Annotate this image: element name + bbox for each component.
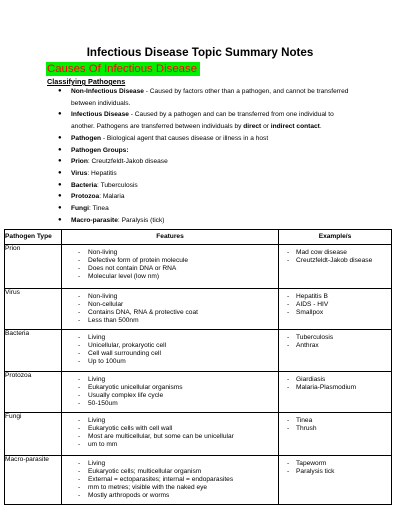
group-item: ● Virus: Hepatitis bbox=[58, 168, 358, 180]
feature-item: - Unicellular, prokaryotic cell bbox=[62, 342, 278, 350]
feature-item: - um to mm bbox=[62, 441, 278, 449]
header-features: Features bbox=[62, 230, 279, 245]
page-title: Infectious Disease Topic Summary Notes bbox=[86, 46, 314, 59]
feature-item: - Non-living bbox=[62, 293, 278, 301]
features-cell bbox=[62, 372, 279, 413]
features-cell bbox=[62, 330, 279, 372]
bullet-dot-icon: ● bbox=[58, 158, 62, 165]
feature-item: - Cell wall surrounding cell bbox=[62, 350, 278, 358]
feature-item: - Contains DNA, RNA & protective coat bbox=[62, 309, 278, 317]
group-item: ● Fungi: Tinea bbox=[58, 203, 358, 215]
group-item: ● Bacteria: Tuberculosis bbox=[58, 180, 358, 192]
feature-item: - Eukaryotic cells; multicellular organism bbox=[62, 468, 278, 476]
example-item: - Anthrax bbox=[279, 342, 391, 350]
example-item: - Malaria-Plasmodium bbox=[279, 384, 391, 392]
example-item: - Hepatitis B bbox=[279, 293, 391, 301]
example-item: - Mad cow disease bbox=[279, 249, 391, 257]
bullet-dot-icon: ● bbox=[58, 146, 62, 153]
bullet-dot-icon: ● bbox=[58, 193, 62, 200]
bullet-pathogen-groups: ● Pathogen Groups: bbox=[58, 145, 358, 157]
feature-item: - Eukaryotic cells with cell wall bbox=[62, 425, 278, 433]
example-item: - Tapeworm bbox=[279, 460, 391, 468]
feature-item: - Living bbox=[62, 376, 278, 384]
examples-cell bbox=[279, 456, 392, 505]
header-examples: Example/s bbox=[279, 230, 392, 245]
feature-item: - Mostly arthropods or worms bbox=[62, 492, 278, 500]
pathogen-type-cell: Virus bbox=[5, 289, 62, 330]
examples-cell bbox=[279, 245, 392, 289]
group-item: ● Prion: Creutzfeldt-Jakob disease bbox=[58, 156, 358, 168]
examples-cell bbox=[279, 372, 392, 413]
feature-item: - Living bbox=[62, 460, 278, 468]
pathogen-type-cell: Bacteria bbox=[5, 330, 62, 372]
example-item: - Thrush bbox=[279, 425, 391, 433]
feature-item: - Non-living bbox=[62, 249, 278, 257]
table-row bbox=[5, 413, 392, 456]
group-item: ● Protozoa: Malaria bbox=[58, 191, 358, 203]
feature-item: - Living bbox=[62, 334, 278, 342]
feature-item: - Molecular level (low nm) bbox=[62, 273, 278, 281]
feature-item: - Does not contain DNA or RNA bbox=[62, 265, 278, 273]
features-cell bbox=[62, 289, 279, 330]
table-row bbox=[5, 456, 392, 505]
section-heading: Causes Of Infectious Disease bbox=[46, 62, 200, 76]
feature-item: - 50-150um bbox=[62, 400, 278, 408]
feature-item: - External = ectoparasites; internal = endoparasites bbox=[62, 476, 278, 484]
feature-item: - Defective form of protein molecule bbox=[62, 257, 278, 265]
bullet-dot-icon: ● bbox=[58, 88, 62, 94]
bullet-non-infectious: ● Non-Infectious Disease - Caused by factors other than a pathogen, and cannot be transferred between individuals. bbox=[58, 88, 349, 107]
table-row bbox=[5, 245, 392, 289]
bullet-dot-icon: ● bbox=[58, 181, 62, 188]
bullet-dot-icon: ● bbox=[58, 111, 62, 118]
examples-cell bbox=[279, 330, 392, 372]
example-item: - AIDS - HIV bbox=[279, 301, 391, 309]
example-item: - Paralysis tick bbox=[279, 468, 391, 476]
pathogen-table bbox=[4, 229, 392, 505]
pathogen-type-cell: Prion bbox=[5, 245, 62, 289]
bullet-dot-icon: ● bbox=[58, 134, 62, 141]
pathogen-type-cell: Protozoa bbox=[5, 372, 62, 413]
bullet-pathogen: ● Pathogen - Biological agent that causes disease or illness in a host bbox=[58, 133, 358, 145]
feature-item: - mm to metres; visible with the naked eye bbox=[62, 484, 278, 492]
pathogen-type-cell: Macro-parasite bbox=[5, 456, 62, 505]
features-cell bbox=[62, 456, 279, 505]
pathogen-type-cell: Fungi bbox=[5, 413, 62, 456]
table-header-row bbox=[5, 230, 392, 245]
header-pathogen-type: Pathogen Type bbox=[5, 230, 62, 245]
sub-heading: Classifying Pathogens bbox=[47, 77, 126, 86]
table-row bbox=[5, 372, 392, 413]
feature-item: - Most are multicellular, but some can be unicellular bbox=[62, 433, 278, 441]
examples-cell bbox=[279, 289, 392, 330]
example-item: - Tuberculosis bbox=[279, 334, 391, 342]
feature-item: - Up to 100um bbox=[62, 358, 278, 366]
feature-item: - Living bbox=[62, 417, 278, 425]
table-row bbox=[5, 330, 392, 372]
example-item: - Giardiasis bbox=[279, 376, 391, 384]
example-item: - Smallpox bbox=[279, 309, 391, 317]
bullet-dot-icon: ● bbox=[58, 216, 62, 223]
bullet-dot-icon: ● bbox=[58, 205, 62, 212]
example-item: - Creutzfeldt-Jakob disease bbox=[279, 257, 391, 265]
features-cell bbox=[62, 413, 279, 456]
table-row bbox=[5, 289, 392, 330]
example-item: - Tinea bbox=[279, 417, 391, 425]
feature-item: - Non-cellular bbox=[62, 301, 278, 309]
bullet-dot-icon: ● bbox=[58, 169, 62, 176]
feature-item: - Usually complex life cycle bbox=[62, 392, 278, 400]
examples-cell bbox=[279, 413, 392, 456]
features-cell bbox=[62, 245, 279, 289]
feature-item: - Less than 500nm bbox=[62, 317, 278, 325]
group-item: ● Macro-parasite: Paralysis (tick) bbox=[58, 215, 358, 227]
definitions-list bbox=[58, 86, 358, 226]
bullet-infectious: ● Infectious Disease - Caused by a pathogen and can be transferred from one individual to another. Pathogens are transferred between individuals by direct or indirect contact. bbox=[58, 111, 334, 131]
feature-item: - Eukaryotic unicellular organisms bbox=[62, 384, 278, 392]
